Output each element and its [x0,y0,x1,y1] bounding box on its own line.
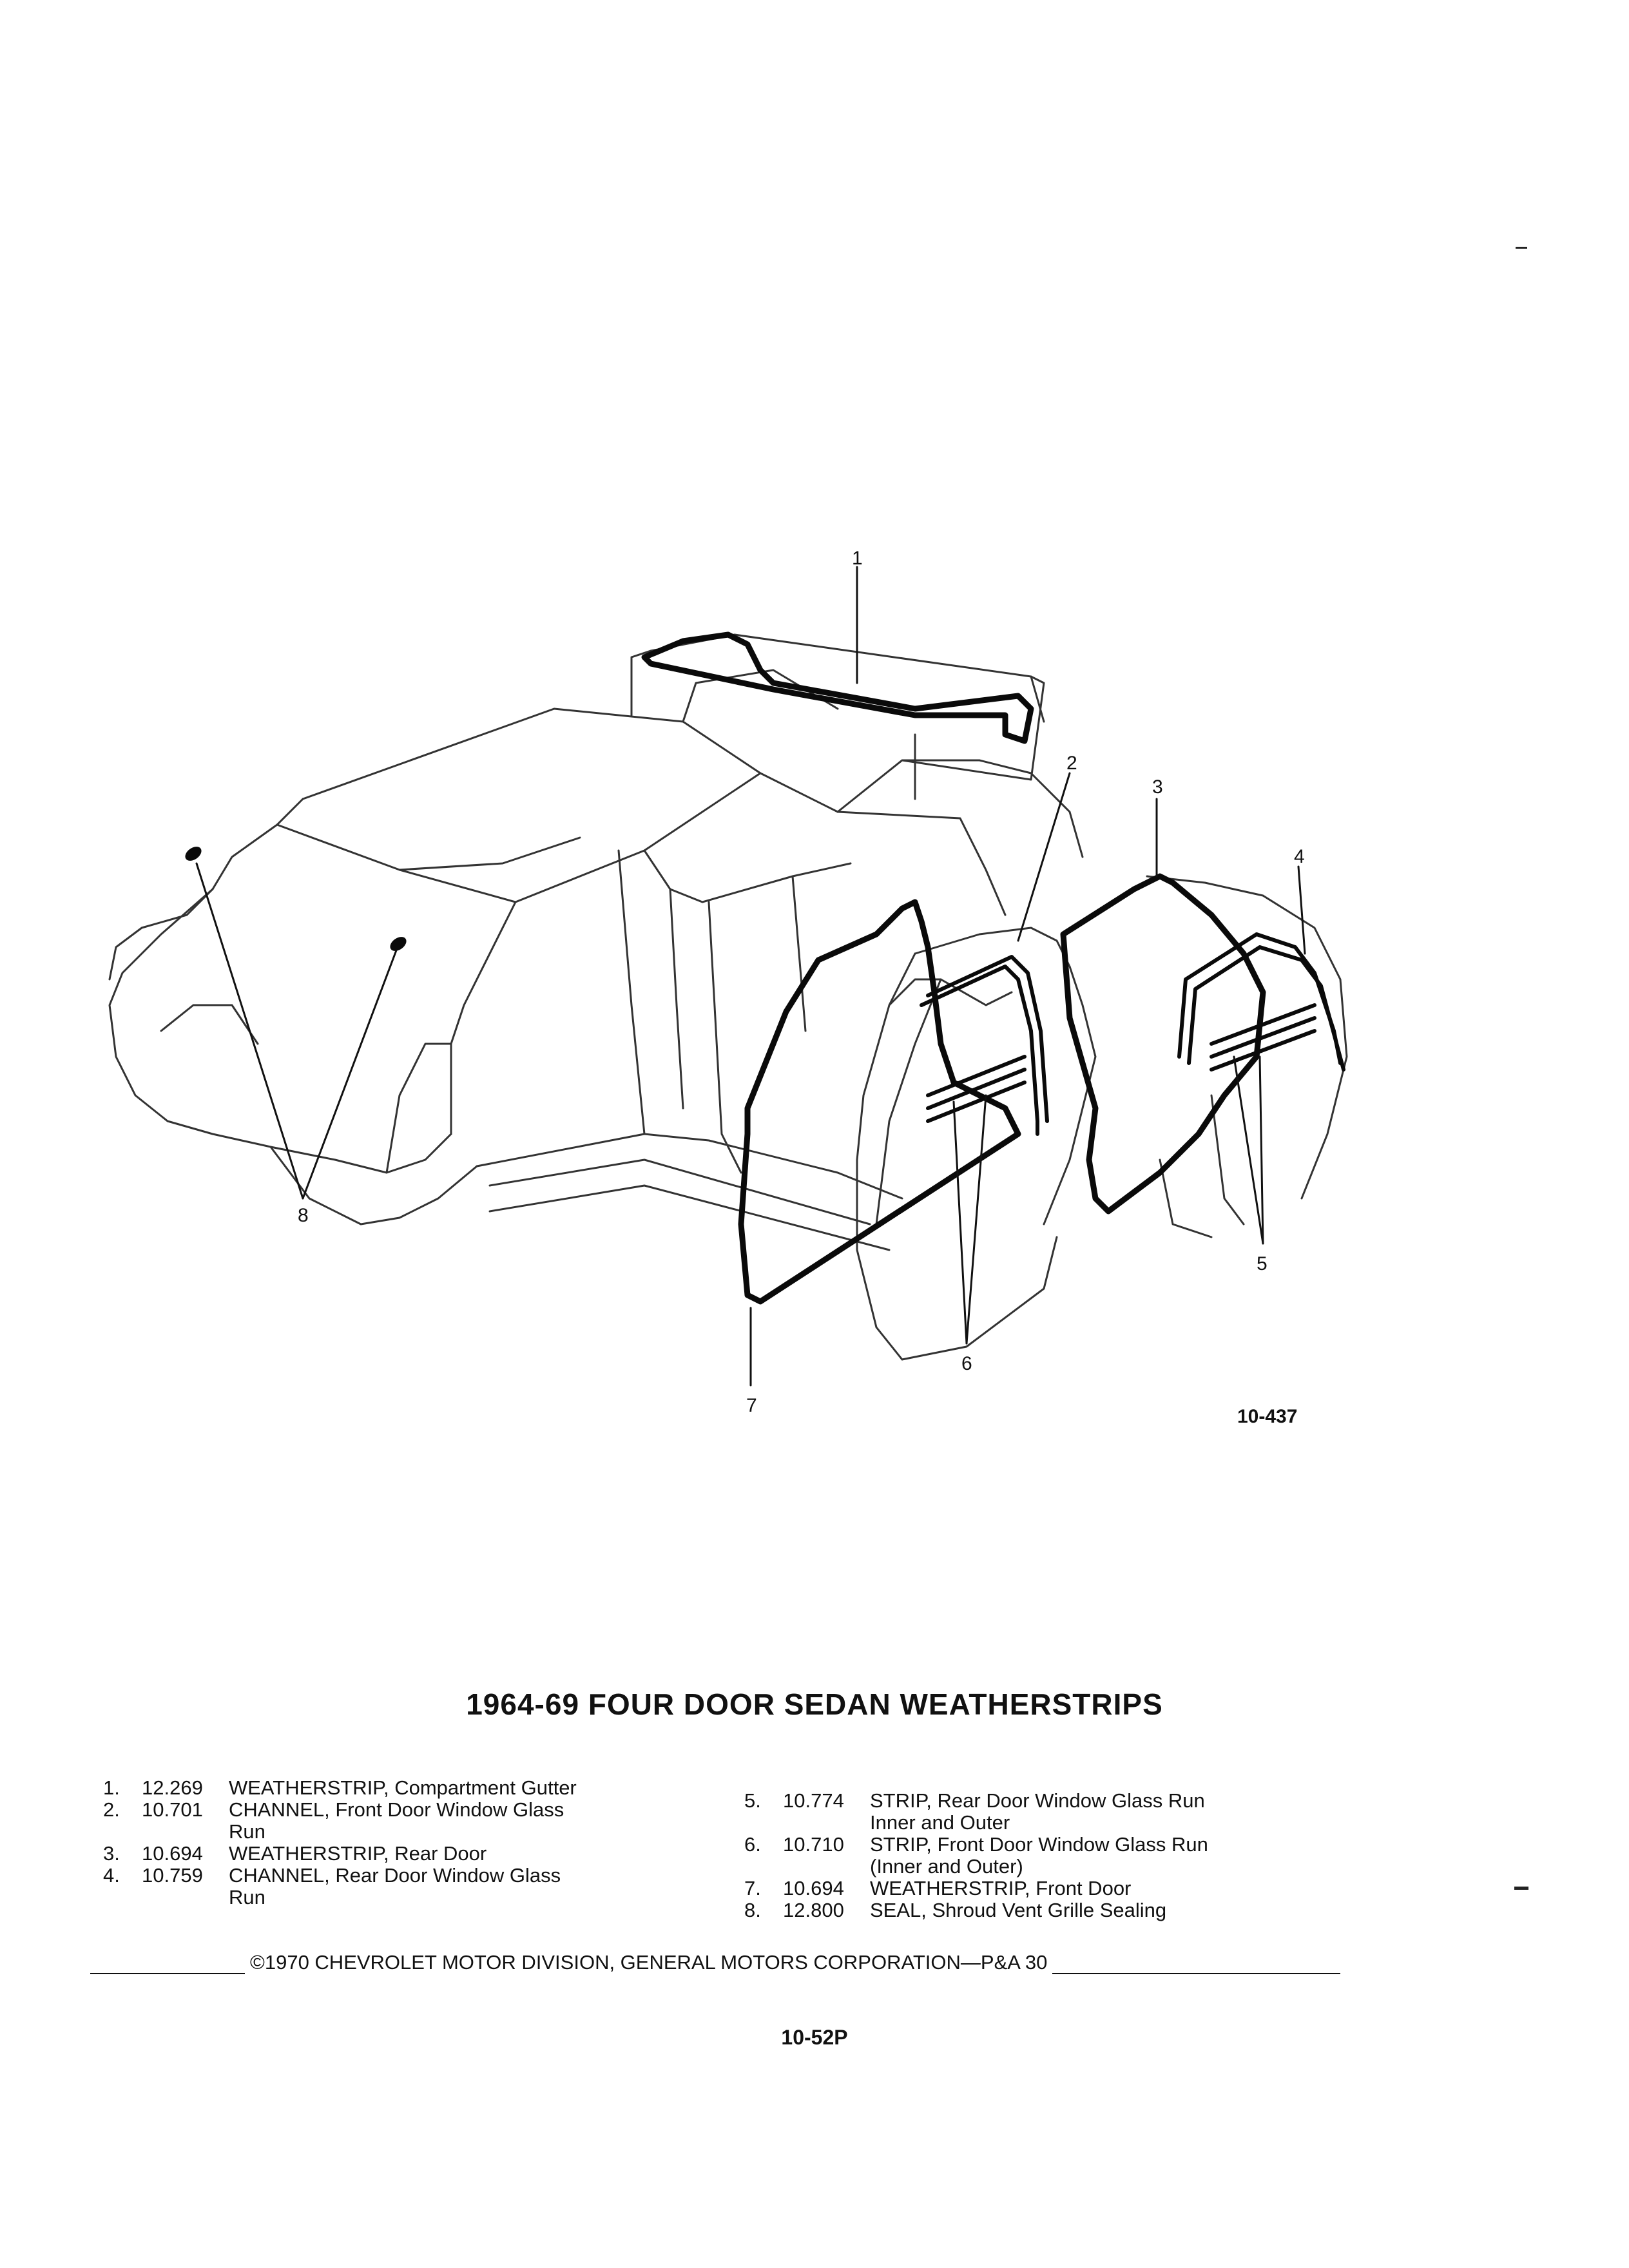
weatherstrip-outlines [644,635,1263,1302]
callout-leaders [197,567,1305,1385]
callout-4: 4 [1294,846,1305,867]
part-description: CHANNEL, Rear Door Window Glass [229,1864,561,1887]
item-number: 2. [103,1798,120,1821]
part-number: 10.759 [142,1864,203,1887]
callout-8: 8 [298,1205,309,1226]
scan-mark [1514,1887,1528,1890]
list-item [103,1799,683,1821]
part-description: WEATHERSTRIP, Front Door [870,1877,1132,1899]
list-item [744,1834,1324,1856]
callout-1: 1 [852,548,863,569]
part-number: 10.710 [783,1833,844,1856]
parts-list-left [103,1777,683,1908]
copyright-line [90,1951,1340,1974]
item-number: 8. [744,1899,761,1921]
part-number: 10.774 [783,1789,844,1812]
list-item [744,1790,1324,1812]
callout-2: 2 [1066,753,1077,774]
part-number: 10.694 [142,1842,203,1865]
part-description-cont: (Inner and Outer) [870,1855,1023,1878]
scan-mark [1516,247,1527,249]
list-item [744,1899,1324,1921]
item-number: 1. [103,1776,120,1799]
list-item [744,1878,1324,1899]
list-item [103,1777,683,1799]
part-description-cont: Run [229,1820,265,1843]
part-description: WEATHERSTRIP, Rear Door [229,1842,487,1865]
part-description: STRIP, Front Door Window Glass Run [870,1833,1208,1856]
part-description-cont: Inner and Outer [870,1811,1010,1834]
item-number: 4. [103,1864,120,1887]
list-item [103,1865,683,1887]
part-description: CHANNEL, Front Door Window Glass [229,1798,564,1821]
part-number: 10.701 [142,1798,203,1821]
parts-list-right [744,1790,1324,1921]
list-item [103,1843,683,1865]
part-description-cont: Run [229,1886,265,1908]
part-number: 12.800 [783,1899,844,1921]
callout-5: 5 [1257,1253,1268,1274]
part-description: STRIP, Rear Door Window Glass Run [870,1789,1205,1812]
item-number: 6. [744,1833,761,1856]
item-number: 3. [103,1842,120,1865]
callout-6: 6 [961,1353,972,1374]
divider [90,1959,245,1974]
figure-id: 10-437 [1237,1406,1298,1427]
copyright-text: ©1970 CHEVROLET MOTOR DIVISION, GENERAL MOTORS CORPORATION—P&A 30 [250,1951,1048,1974]
page-title: 1964-69 FOUR DOOR SEDAN WEATHERSTRIPS [466,1687,1163,1721]
item-number: 5. [744,1789,761,1812]
car-body-drawing [110,635,1347,1360]
item-number: 7. [744,1877,761,1899]
divider [1052,1959,1340,1974]
part-number: 12.269 [142,1776,203,1799]
part-description: SEAL, Shroud Vent Grille Sealing [870,1899,1167,1921]
part-number: 10.694 [783,1877,844,1899]
callout-7: 7 [746,1395,757,1416]
page-number: 10-52P [781,2026,848,2049]
part-description: WEATHERSTRIP, Compartment Gutter [229,1776,577,1799]
callout-3: 3 [1152,776,1163,798]
